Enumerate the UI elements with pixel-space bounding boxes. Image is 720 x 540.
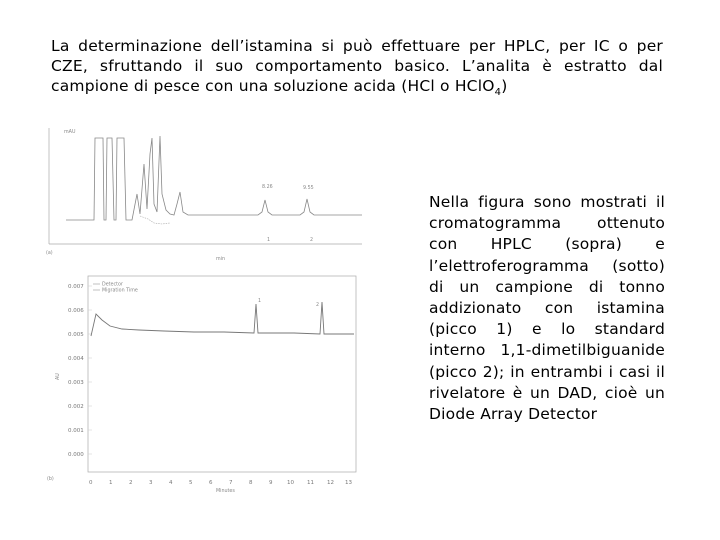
bottom-xunit: Minutes (216, 489, 235, 494)
intro-text: La determinazione dell’istamina si può effettuare per HPLC, per IC o per CZE, sfruttando il suo comportamento basico. L’analita è estratto dal campione di pesce con una soluzione acida (HCl o HClO (51, 37, 663, 95)
xtick-10: 10 (287, 480, 294, 486)
intro-paragraph (51, 36, 663, 103)
xtick-6: 6 (209, 480, 213, 486)
xtick-2: 2 (129, 480, 133, 486)
ytick-4: 0.003 (68, 380, 84, 386)
xtick-8: 8 (249, 480, 253, 486)
cze-trace (91, 302, 354, 336)
ytick-5: 0.002 (68, 404, 84, 410)
xtick-3: 3 (149, 480, 153, 486)
hplc-chromatogram (46, 128, 362, 262)
figure-svg (44, 124, 364, 496)
ytick-6: 0.001 (68, 428, 84, 434)
top-peak2-time: 9.55 (303, 186, 314, 191)
xtick-7: 7 (229, 480, 233, 486)
figure-chromatograms (44, 124, 364, 496)
cze-electropherogram (47, 276, 356, 494)
xtick-9: 9 (269, 480, 273, 486)
xtick-5: 5 (189, 480, 193, 486)
ytick-0: 0.007 (68, 284, 84, 290)
top-peak2-label: 2 (310, 238, 314, 243)
top-yunit: mAU (64, 130, 76, 135)
ytick-2: 0.005 (68, 332, 84, 338)
xtick-0: 0 (89, 480, 93, 486)
ytick-3: 0.004 (68, 356, 84, 362)
intro-text-end: ) (501, 77, 508, 95)
hplc-trace (66, 136, 362, 220)
top-xunit: min (216, 257, 226, 262)
bottom-y-ticks (88, 286, 92, 454)
bottom-peak1-label: 1 (258, 299, 262, 304)
legend-2: Migration Time (102, 288, 138, 294)
figure-caption: Nella figura sono mostrati il cromatogramma ottenuto con HPLC (sopra) e l’elettroferogramma (sotto) di un campione di tonno addizionato con istamina (picco 1) e lo standard interno 1,1-dimetilbiguanide (picco 2); in entrambi i casi il rivelatore è un DAD, cioè un Diode Array Detector (429, 193, 665, 424)
xtick-11: 11 (307, 480, 314, 486)
intro-subscript: 4 (494, 87, 502, 99)
xtick-4: 4 (169, 480, 173, 486)
bottom-panel-label: (b) (47, 477, 54, 482)
ytick-1: 0.006 (68, 308, 84, 314)
bottom-peak2-label: 2 (316, 303, 320, 308)
top-panel-label: (a) (46, 251, 53, 256)
xtick-1: 1 (109, 480, 113, 486)
xtick-13: 13 (345, 480, 352, 486)
legend-1: Detector (102, 282, 123, 288)
top-peak1-label: 1 (267, 238, 271, 243)
bottom-yunit: AU (56, 373, 61, 380)
top-peak1-time: 8.26 (262, 185, 273, 190)
ytick-7: 0.000 (68, 452, 84, 458)
hplc-baseline (140, 216, 170, 224)
xtick-12: 12 (327, 480, 334, 486)
